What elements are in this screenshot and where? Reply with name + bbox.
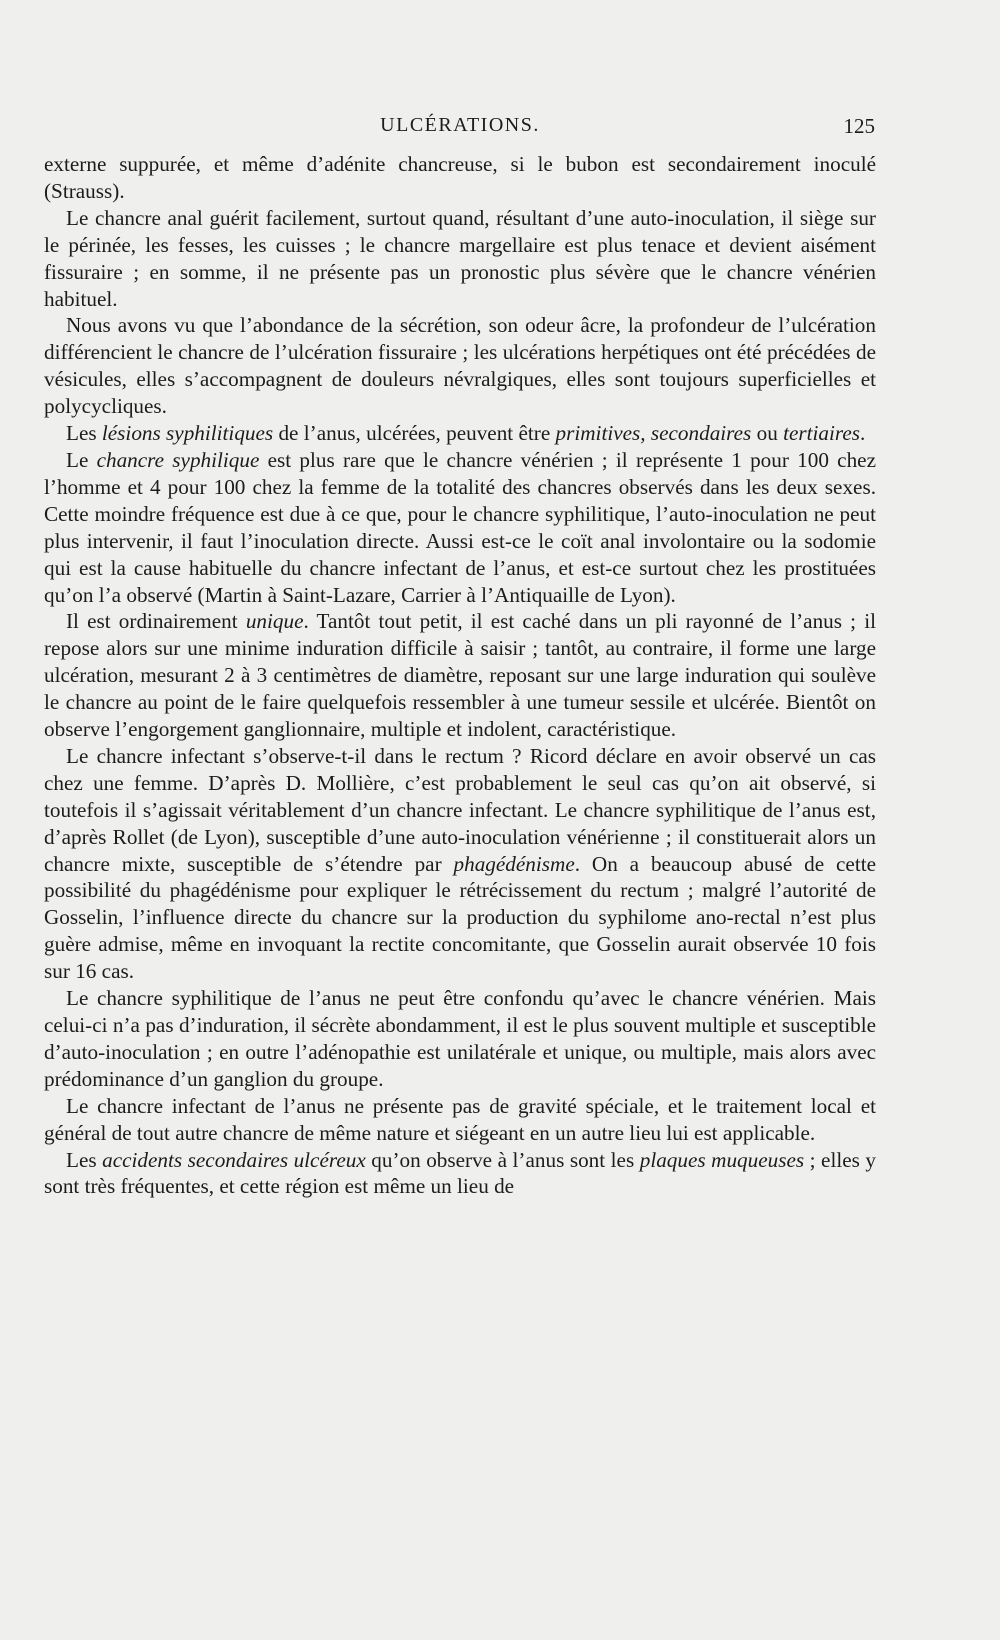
- italic-text: unique: [245, 609, 304, 634]
- text-run: Il est ordinairement: [66, 609, 246, 634]
- text-run: Le chancre infectant s’observe-t-il dans le rectum ? Ricord déclare en avoir observé un cas chez une femme. D’après D. Mollière, c’est probablement le seul cas qu’on ait observé, si toutefois il s’agissait véritablement d’un chancre infectant. Le chancre syphilitique de l’anus est, d’après Rollet (de Lyon), susceptible d’une auto-inoculation vénérienne ; il constituerait alors un chancre mixte, susceptible de s’étendre par: [44, 743, 876, 876]
- running-title: ULCÉRATIONS.: [380, 114, 540, 136]
- text-run: externe suppurée, et même d’adénite chancreuse, si le bubon est secondairement inoculé (Strauss).: [44, 152, 876, 203]
- italic-text: tertiaires: [783, 421, 860, 446]
- italic-text: lésions syphilitiques: [101, 421, 274, 446]
- text-run: est plus rare que le chancre vénérien ; il représente 1 pour 100 chez l’homme et 4 pour 100 chez la femme de la totalité des chancres observés dans les deux sexes. Cette moindre fréquence est due à ce que, pour le chancre syphilitique, l’auto-inoculation ne peut plus intervenir, il faut l’inoculation directe. Aussi est-ce le coït anal involontaire ou la sodomie qui est la cause habituelle du chancre infectant de l’anus, et est-ce surtout chez les prostituées qu’on l’a observé (Martin à Saint-Lazare, Carrier à l’Antiquaille de Lyon).: [44, 447, 876, 607]
- paragraph: [44, 447, 876, 608]
- text-run: ou: [751, 421, 784, 446]
- paragraph: [44, 312, 876, 420]
- italic-text: primitives, secondaires: [555, 421, 752, 446]
- text-run: Le chancre syphilitique de l’anus ne peut être confondu qu’avec le chancre vénérien. Mais celui-ci n’a pas d’induration, il sécrète abondamment, il est le plus souvent multiple et susceptible d’auto-inoculation ; en outre l’adénopathie est unilatérale et unique, ou multiple, mais alors avec prédominance d’un ganglion du groupe.: [44, 986, 876, 1091]
- body-text: [44, 151, 876, 1200]
- text-run: . Tantôt tout petit, il est caché dans un pli rayonné de l’anus ; il repose alors sur une minime induration difficile à saisir ; tantôt, au contraire, il forme une large ulcération, mesurant 2 à 3 centimètres de diamètre, reposant sur une large induration qui soulève le chancre au point de le faire quelquefois ressembler à une tumeur sessile et ulcérée. Bientôt on observe l’engorgement ganglionnaire, multiple et indolent, caractéristique.: [44, 609, 876, 742]
- paragraph: [44, 205, 876, 313]
- text-run: qu’on observe à l’anus sont les: [365, 1147, 640, 1172]
- text-run: Le chancre infectant de l’anus ne présente pas de gravité spéciale, et le traitement local et général de tout autre chancre de même nature et siégeant en un autre lieu lui est applicable.: [44, 1093, 876, 1145]
- paragraph: [44, 608, 876, 743]
- italic-text: accidents secondaires ulcéreux: [102, 1147, 366, 1172]
- paragraph: [44, 743, 876, 985]
- paragraph: [44, 151, 876, 205]
- paragraph: [44, 420, 876, 447]
- italic-text: plaques muqueuses: [639, 1147, 805, 1172]
- page-header: [45, 114, 875, 144]
- paragraph: [44, 1147, 876, 1201]
- text-run: .: [859, 421, 866, 446]
- paragraph: [44, 1093, 876, 1147]
- text-run: de l’anus, ulcérées, peuvent être: [273, 421, 556, 446]
- text-run: Le chancre anal guérit facilement, surtout quand, résultant d’une auto-inoculation, il siège sur le périnée, les fesses, les cuisses ; le chancre margellaire est plus tenace et devient aisément fissuraire ; en somme, il ne présente pas un pronostic plus sévère que le chancre vénérien habituel.: [44, 205, 876, 311]
- paragraph: [44, 985, 876, 1093]
- text-run: Les: [66, 421, 102, 446]
- text-run: Les: [66, 1147, 103, 1172]
- italic-text: chancre syphilique: [96, 447, 260, 472]
- text-run: ; elles y sont très fréquentes, et cette région est même un lieu de: [44, 1147, 876, 1199]
- page-number: 125: [843, 114, 875, 138]
- text-run: Le: [66, 447, 97, 472]
- italic-text: phagédénisme: [453, 851, 575, 876]
- text-run: . On a beaucoup abusé de cette possibilité du phagédénisme pour expliquer le rétrécissement du rectum ; malgré l’autorité de Gosselin, l’influence directe du chancre sur la production du syphilome ano-rectal n’est plus guère admise, même en invoquant la rectite concomitante, que Gosselin aurait observée 10 fois sur 16 cas.: [44, 851, 876, 984]
- text-run: Nous avons vu que l’abondance de la sécrétion, son odeur âcre, la profondeur de l’ulcération différencient le chancre de l’ulcération fissuraire ; les ulcérations herpétiques ont été précédées de vésicules, elles s’accompagnent de douleurs névralgiques, elles sont toujours superficielles et polycycliques.: [44, 313, 876, 419]
